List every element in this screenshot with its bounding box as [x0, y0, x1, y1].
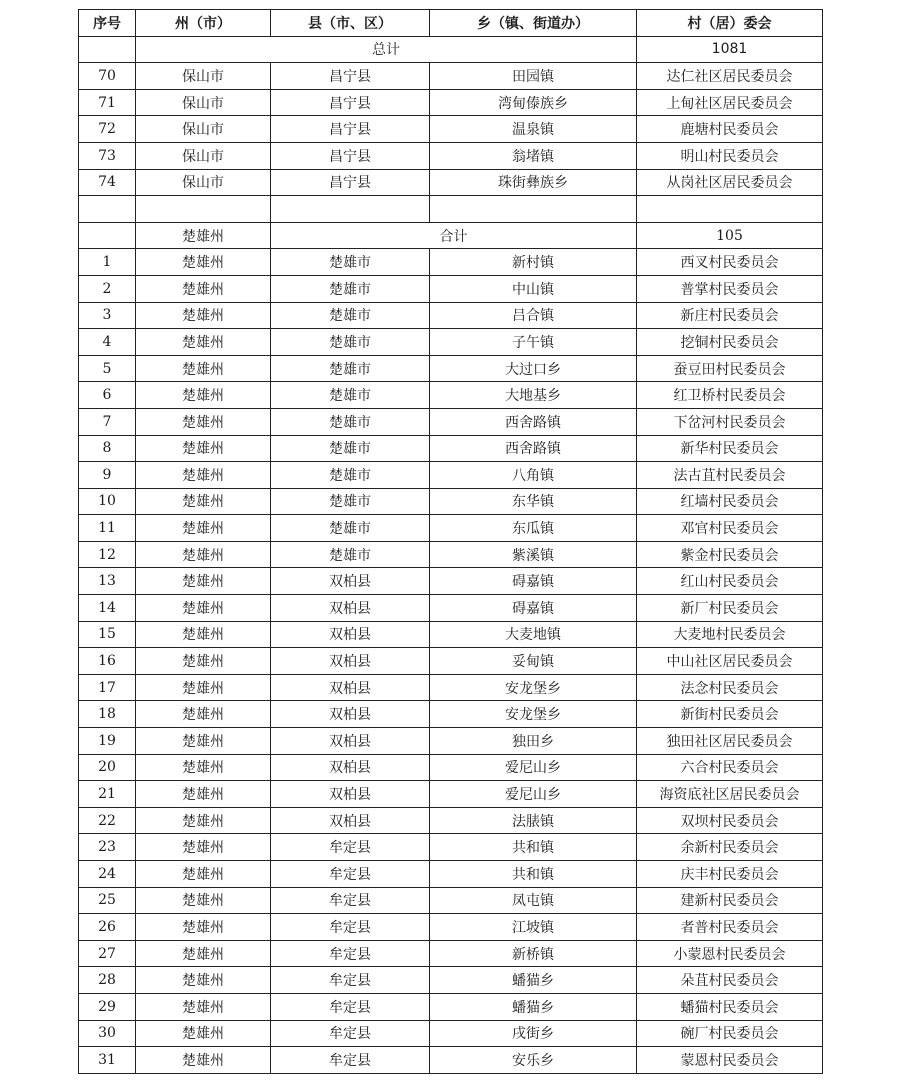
row-index: 31: [79, 1047, 136, 1074]
row-index: 28: [79, 967, 136, 994]
header-township: 乡（镇、街道办）: [430, 10, 637, 37]
blank-cell: [271, 196, 430, 223]
row-prefecture: 楚雄州: [136, 462, 271, 489]
row-committee: 海资底社区居民委员会: [637, 781, 823, 808]
row-index: 19: [79, 728, 136, 755]
row-county: 昌宁县: [271, 142, 430, 169]
row-township: 东华镇: [430, 488, 637, 515]
row-township: 西舍路镇: [430, 435, 637, 462]
row-township: 大地基乡: [430, 382, 637, 409]
table-row: [79, 408, 823, 435]
row-county: 楚雄市: [271, 329, 430, 356]
row-county: 牟定县: [271, 1047, 430, 1074]
row-prefecture: 楚雄州: [136, 728, 271, 755]
row-county: 双柏县: [271, 568, 430, 595]
row-prefecture: 楚雄州: [136, 834, 271, 861]
row-prefecture: 楚雄州: [136, 914, 271, 941]
row-index: 74: [79, 169, 136, 196]
table-row: [79, 462, 823, 489]
row-county: 双柏县: [271, 781, 430, 808]
row-index: 18: [79, 701, 136, 728]
row-committee: 新厂村民委员会: [637, 595, 823, 622]
row-township: 蟠猫乡: [430, 967, 637, 994]
row-index: 7: [79, 408, 136, 435]
row-prefecture: 楚雄州: [136, 967, 271, 994]
row-county: 牟定县: [271, 914, 430, 941]
row-committee: 从岗社区居民委员会: [637, 169, 823, 196]
table-row: [79, 435, 823, 462]
row-index: 20: [79, 754, 136, 781]
table-row: [79, 674, 823, 701]
row-committee: 新庄村民委员会: [637, 302, 823, 329]
table-row: [79, 701, 823, 728]
row-prefecture: 楚雄州: [136, 940, 271, 967]
row-committee: 挖铜村民委员会: [637, 329, 823, 356]
table-row: [79, 887, 823, 914]
row-prefecture: 楚雄州: [136, 435, 271, 462]
row-index: 3: [79, 302, 136, 329]
row-township: 八角镇: [430, 462, 637, 489]
row-township: 碍嘉镇: [430, 595, 637, 622]
row-index: 29: [79, 993, 136, 1020]
header-county: 县（市、区）: [271, 10, 430, 37]
row-county: 牟定县: [271, 967, 430, 994]
table-row: [79, 648, 823, 675]
row-prefecture: 保山市: [136, 142, 271, 169]
row-county: 楚雄市: [271, 515, 430, 542]
row-county: 楚雄市: [271, 488, 430, 515]
row-county: 双柏县: [271, 754, 430, 781]
row-committee: 红山村民委员会: [637, 568, 823, 595]
row-index: 2: [79, 275, 136, 302]
row-committee: 六合村民委员会: [637, 754, 823, 781]
row-township: 碍嘉镇: [430, 568, 637, 595]
row-prefecture: 楚雄州: [136, 408, 271, 435]
row-committee: 新华村民委员会: [637, 435, 823, 462]
row-county: 昌宁县: [271, 63, 430, 90]
row-township: 大过口乡: [430, 355, 637, 382]
row-township: 子午镇: [430, 329, 637, 356]
row-township: 中山镇: [430, 275, 637, 302]
row-township: 安龙堡乡: [430, 701, 637, 728]
row-county: 牟定县: [271, 1020, 430, 1047]
row-township: 新桥镇: [430, 940, 637, 967]
row-index: 24: [79, 861, 136, 888]
row-prefecture: 楚雄州: [136, 754, 271, 781]
row-township: 蟠猫乡: [430, 993, 637, 1020]
table-row: [79, 993, 823, 1020]
row-county: 牟定县: [271, 834, 430, 861]
row-index: 23: [79, 834, 136, 861]
row-committee: 红卫桥村民委员会: [637, 382, 823, 409]
row-committee: 普掌村民委员会: [637, 275, 823, 302]
row-township: 共和镇: [430, 861, 637, 888]
row-prefecture: 保山市: [136, 116, 271, 143]
row-county: 双柏县: [271, 701, 430, 728]
row-prefecture: 保山市: [136, 89, 271, 116]
row-township: 安龙堡乡: [430, 674, 637, 701]
table-body: [79, 36, 823, 1073]
row-county: 牟定县: [271, 993, 430, 1020]
row-committee: 明山村民委员会: [637, 142, 823, 169]
row-index: 12: [79, 541, 136, 568]
row-prefecture: 楚雄州: [136, 648, 271, 675]
table-row: [79, 1047, 823, 1074]
row-county: 双柏县: [271, 674, 430, 701]
row-prefecture: 楚雄州: [136, 595, 271, 622]
row-county: 昌宁县: [271, 169, 430, 196]
row-county: 楚雄市: [271, 541, 430, 568]
grand-total-blank: [79, 36, 136, 63]
row-index: 16: [79, 648, 136, 675]
row-prefecture: 保山市: [136, 169, 271, 196]
row-committee: 下岔河村民委员会: [637, 408, 823, 435]
row-township: 东瓜镇: [430, 515, 637, 542]
row-prefecture: 楚雄州: [136, 329, 271, 356]
table-row: [79, 63, 823, 90]
row-prefecture: 楚雄州: [136, 488, 271, 515]
row-index: 10: [79, 488, 136, 515]
row-committee: 者普村民委员会: [637, 914, 823, 941]
row-township: 法脿镇: [430, 807, 637, 834]
table-row: [79, 116, 823, 143]
row-county: 双柏县: [271, 648, 430, 675]
row-prefecture: 楚雄州: [136, 355, 271, 382]
row-committee: 朵苴村民委员会: [637, 967, 823, 994]
row-county: 楚雄市: [271, 302, 430, 329]
row-prefecture: 楚雄州: [136, 249, 271, 276]
row-county: 双柏县: [271, 621, 430, 648]
row-county: 楚雄市: [271, 275, 430, 302]
row-township: 安乐乡: [430, 1047, 637, 1074]
row-county: 牟定县: [271, 887, 430, 914]
row-committee: 邓官村民委员会: [637, 515, 823, 542]
row-township: 江坡镇: [430, 914, 637, 941]
header-prefecture: 州（市）: [136, 10, 271, 37]
grand-total-label: 总计: [136, 36, 637, 63]
row-prefecture: 楚雄州: [136, 621, 271, 648]
row-county: 楚雄市: [271, 382, 430, 409]
row-township: 西舍路镇: [430, 408, 637, 435]
row-township: 吕合镇: [430, 302, 637, 329]
row-township: 紫溪镇: [430, 541, 637, 568]
table-row: [79, 142, 823, 169]
row-county: 昌宁县: [271, 89, 430, 116]
table-row: [79, 169, 823, 196]
table-row: [79, 89, 823, 116]
row-county: 牟定县: [271, 940, 430, 967]
row-committee: 小蒙恩村民委员会: [637, 940, 823, 967]
table-row: [79, 754, 823, 781]
row-township: 田园镇: [430, 63, 637, 90]
row-township: 凤屯镇: [430, 887, 637, 914]
table-row: [79, 914, 823, 941]
row-committee: 双坝村民委员会: [637, 807, 823, 834]
row-index: 14: [79, 595, 136, 622]
row-county: 牟定县: [271, 861, 430, 888]
row-index: 13: [79, 568, 136, 595]
table-row: [79, 807, 823, 834]
row-committee: 鹿塘村民委员会: [637, 116, 823, 143]
row-index: 11: [79, 515, 136, 542]
row-prefecture: 楚雄州: [136, 541, 271, 568]
row-committee: 建新村民委员会: [637, 887, 823, 914]
subtotal-label: 合计: [271, 222, 637, 249]
row-township: 爱尼山乡: [430, 754, 637, 781]
table-row: [79, 355, 823, 382]
row-index: 4: [79, 329, 136, 356]
row-committee: 上甸社区居民委员会: [637, 89, 823, 116]
row-index: 70: [79, 63, 136, 90]
row-committee: 中山社区居民委员会: [637, 648, 823, 675]
table-row: [79, 781, 823, 808]
header-committee: 村（居）委会: [637, 10, 823, 37]
row-prefecture: 楚雄州: [136, 887, 271, 914]
row-township: 翁堵镇: [430, 142, 637, 169]
row-township: 爱尼山乡: [430, 781, 637, 808]
table-row: [79, 275, 823, 302]
row-index: 17: [79, 674, 136, 701]
row-township: 珠街彝族乡: [430, 169, 637, 196]
row-index: 30: [79, 1020, 136, 1047]
row-index: 5: [79, 355, 136, 382]
row-index: 26: [79, 914, 136, 941]
row-prefecture: 楚雄州: [136, 302, 271, 329]
row-county: 双柏县: [271, 595, 430, 622]
village-committee-table: [78, 9, 823, 1074]
row-committee: 庆丰村民委员会: [637, 861, 823, 888]
row-committee: 蚕豆田村民委员会: [637, 355, 823, 382]
row-township: 戌街乡: [430, 1020, 637, 1047]
row-township: 湾甸傣族乡: [430, 89, 637, 116]
blank-cell: [136, 196, 271, 223]
table-row: [79, 621, 823, 648]
row-prefecture: 楚雄州: [136, 275, 271, 302]
row-prefecture: 楚雄州: [136, 515, 271, 542]
row-township: 独田乡: [430, 728, 637, 755]
row-prefecture: 楚雄州: [136, 781, 271, 808]
blank-cell: [637, 196, 823, 223]
row-county: 楚雄市: [271, 435, 430, 462]
row-county: 楚雄市: [271, 249, 430, 276]
table-row: [79, 382, 823, 409]
row-index: 73: [79, 142, 136, 169]
table-row: [79, 488, 823, 515]
row-prefecture: 楚雄州: [136, 1020, 271, 1047]
blank-cell: [79, 196, 136, 223]
row-committee: 余新村民委员会: [637, 834, 823, 861]
row-index: 21: [79, 781, 136, 808]
table-row: [79, 967, 823, 994]
blank-separator-row: [79, 196, 823, 223]
table-row: [79, 834, 823, 861]
row-county: 楚雄市: [271, 462, 430, 489]
table-row: [79, 940, 823, 967]
row-prefecture: 楚雄州: [136, 807, 271, 834]
subtotal-row: [79, 222, 823, 249]
table-row: [79, 515, 823, 542]
subtotal-prefecture: 楚雄州: [136, 222, 271, 249]
row-index: 72: [79, 116, 136, 143]
table-row: [79, 329, 823, 356]
table-row: [79, 1020, 823, 1047]
row-township: 共和镇: [430, 834, 637, 861]
row-prefecture: 楚雄州: [136, 568, 271, 595]
row-county: 楚雄市: [271, 408, 430, 435]
row-county: 昌宁县: [271, 116, 430, 143]
row-committee: 大麦地村民委员会: [637, 621, 823, 648]
row-township: 大麦地镇: [430, 621, 637, 648]
blank-cell: [430, 196, 637, 223]
row-committee: 紫金村民委员会: [637, 541, 823, 568]
row-committee: 碗厂村民委员会: [637, 1020, 823, 1047]
subtotal-blank: [79, 222, 136, 249]
row-committee: 独田社区居民委员会: [637, 728, 823, 755]
row-prefecture: 楚雄州: [136, 382, 271, 409]
table-row: [79, 728, 823, 755]
table-row: [79, 595, 823, 622]
row-prefecture: 保山市: [136, 63, 271, 90]
row-index: 9: [79, 462, 136, 489]
row-committee: 蒙恩村民委员会: [637, 1047, 823, 1074]
row-prefecture: 楚雄州: [136, 993, 271, 1020]
row-township: 妥甸镇: [430, 648, 637, 675]
table-row: [79, 861, 823, 888]
row-index: 15: [79, 621, 136, 648]
row-county: 楚雄市: [271, 355, 430, 382]
row-county: 双柏县: [271, 728, 430, 755]
row-index: 25: [79, 887, 136, 914]
row-committee: 蟠猫村民委员会: [637, 993, 823, 1020]
row-township: 新村镇: [430, 249, 637, 276]
subtotal-value: 105: [637, 222, 823, 249]
table-row: [79, 302, 823, 329]
row-prefecture: 楚雄州: [136, 1047, 271, 1074]
row-county: 双柏县: [271, 807, 430, 834]
row-committee: 达仁社区居民委员会: [637, 63, 823, 90]
table-row: [79, 568, 823, 595]
row-committee: 新街村民委员会: [637, 701, 823, 728]
row-committee: 法念村民委员会: [637, 674, 823, 701]
row-index: 27: [79, 940, 136, 967]
row-index: 71: [79, 89, 136, 116]
row-index: 1: [79, 249, 136, 276]
row-index: 22: [79, 807, 136, 834]
row-township: 温泉镇: [430, 116, 637, 143]
table-row: [79, 249, 823, 276]
row-index: 8: [79, 435, 136, 462]
row-committee: 红墙村民委员会: [637, 488, 823, 515]
row-prefecture: 楚雄州: [136, 674, 271, 701]
row-committee: 法古苴村民委员会: [637, 462, 823, 489]
row-prefecture: 楚雄州: [136, 701, 271, 728]
row-committee: 西叉村民委员会: [637, 249, 823, 276]
row-index: 6: [79, 382, 136, 409]
grand-total-row: [79, 36, 823, 63]
grand-total-value: 1081: [637, 36, 823, 63]
header-index: 序号: [79, 10, 136, 37]
table-row: [79, 541, 823, 568]
header-row: [79, 10, 823, 37]
row-prefecture: 楚雄州: [136, 861, 271, 888]
